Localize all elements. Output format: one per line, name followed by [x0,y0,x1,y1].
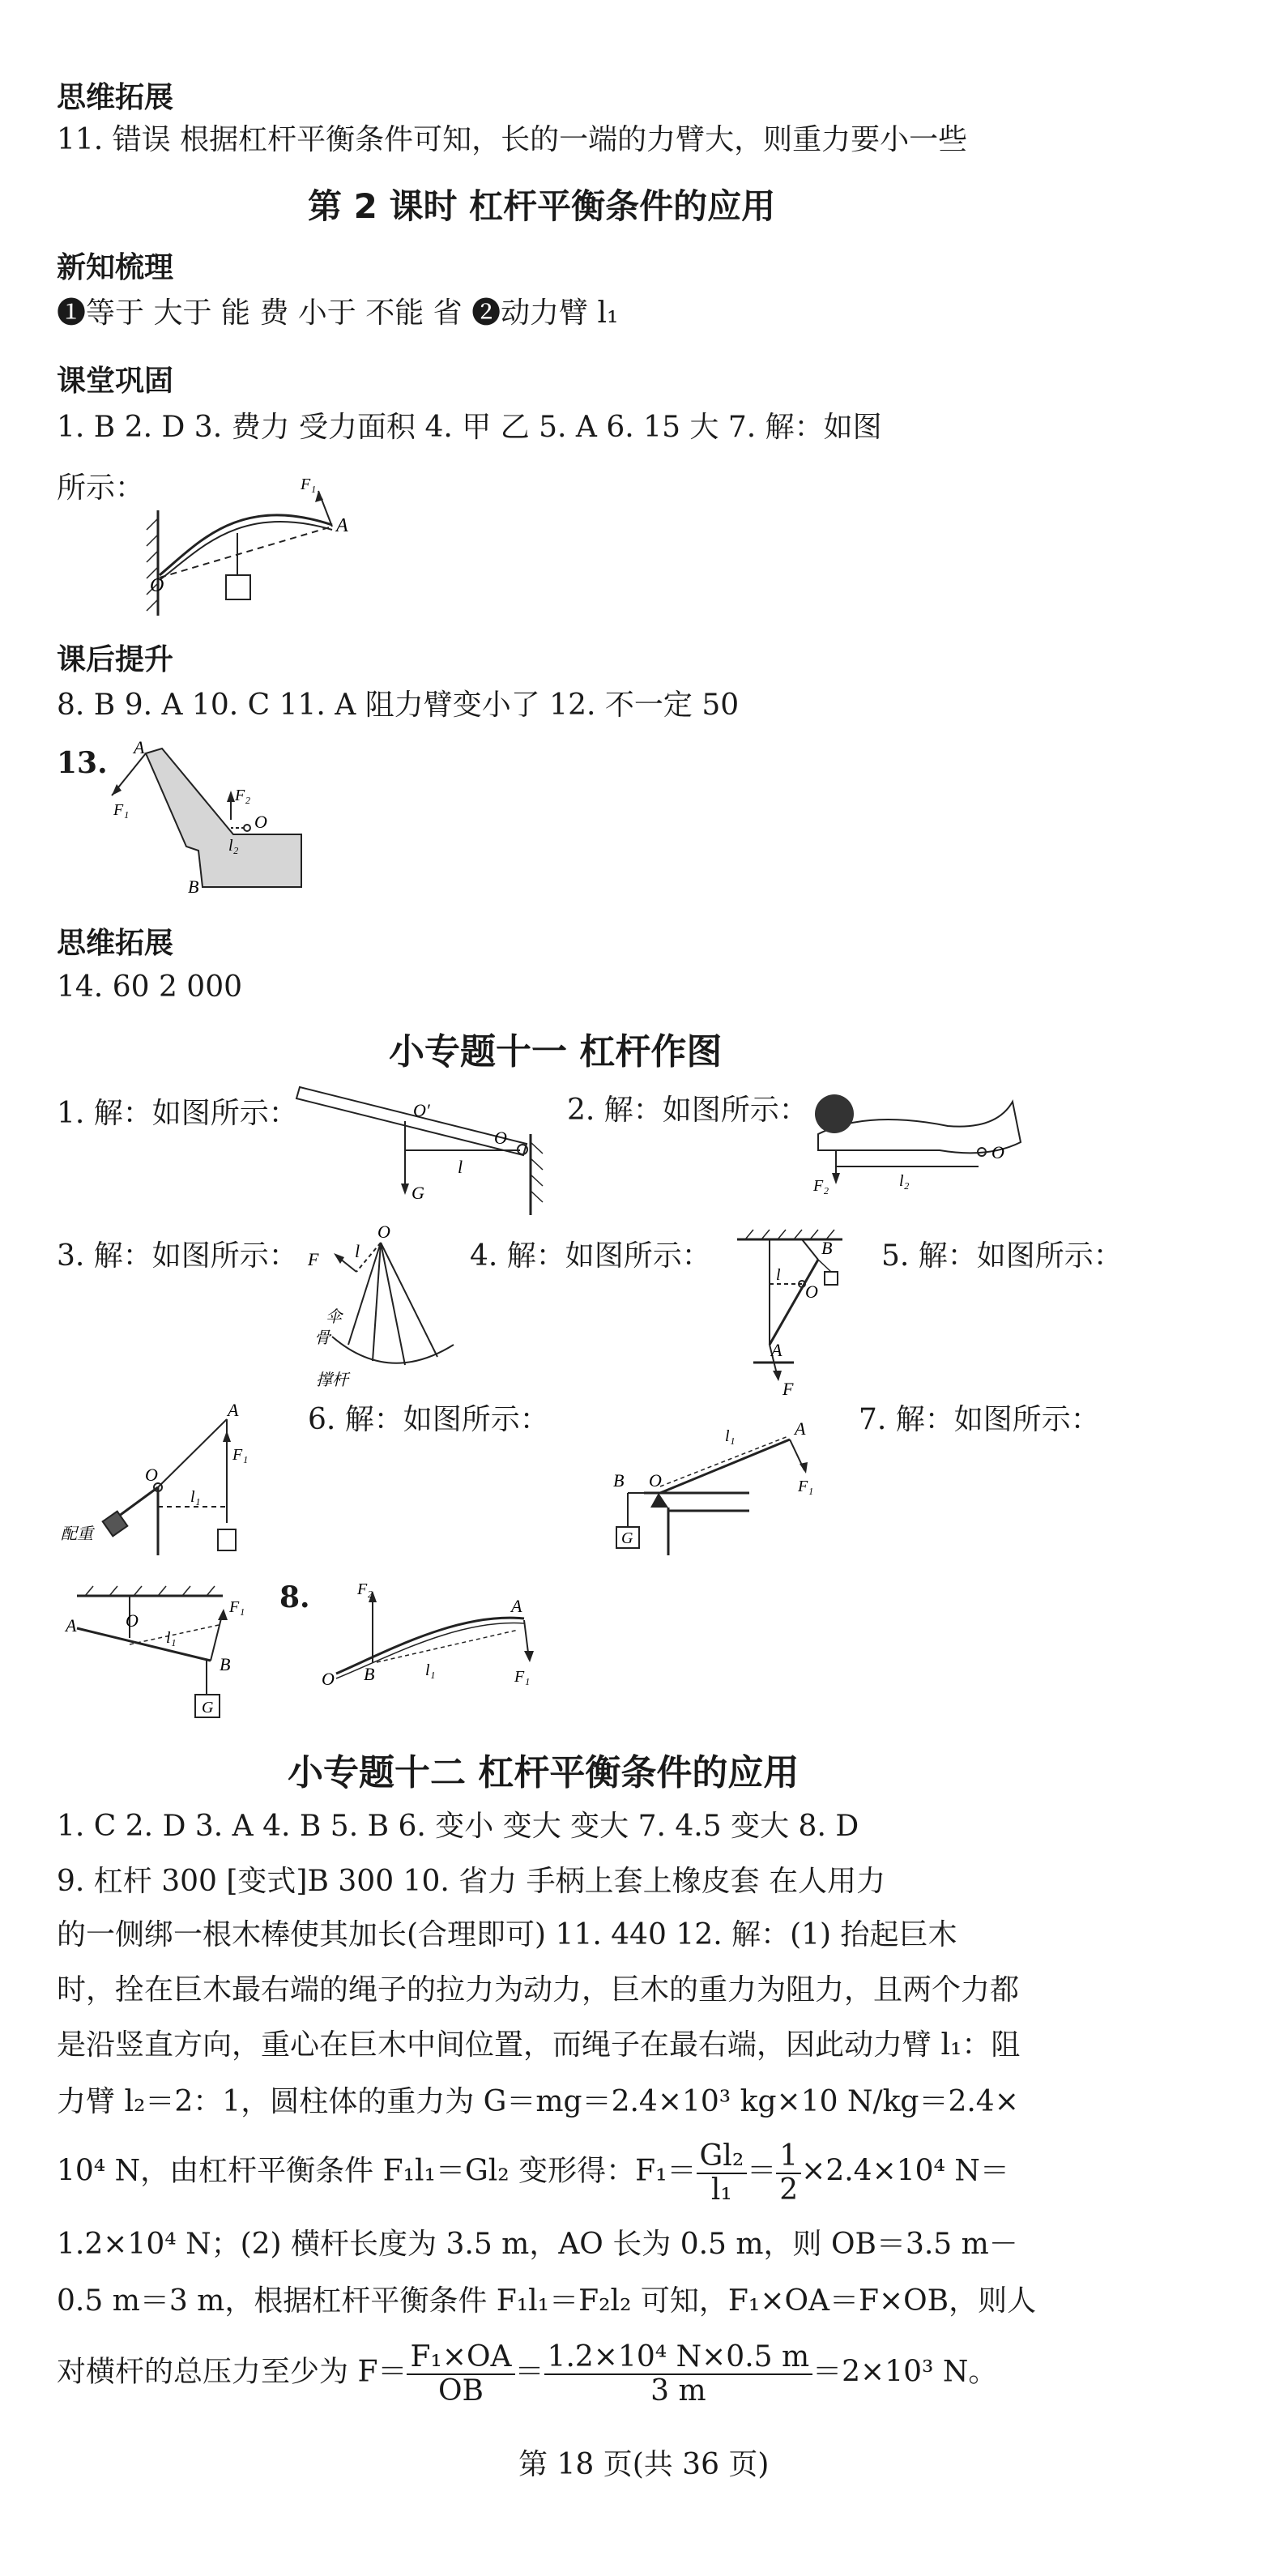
label-O: O [322,1669,335,1689]
topic12-line-5: 是沿竖直方向，重心在巨木中间位置，而绳子在最右端，因此动力臂 l₁：阻 [57,2028,1021,2062]
label-O: O [991,1142,1004,1162]
label-F1: F₁ [514,1668,531,1686]
fraction-numerator: Gl₂ [697,2140,748,2174]
problem-6-label: 6. 解：如图所示： [308,1403,549,1436]
label-G: G [411,1183,424,1203]
label-A: A [511,1596,522,1616]
fraction-denominator: OB [438,2373,484,2408]
fraction-numeric [544,2341,813,2407]
figure-lesson-q7 [134,462,369,624]
topic12-line-1: 1. C 2. D 3. A 4. B 5. B 6. 变小 变大 变大 7. 4.5 变大 8. D [57,1810,859,1843]
figure-q13 [97,737,316,899]
label-F1: F₁ [229,1598,245,1616]
line10-suffix: ＝2×10³ N。 [812,2355,998,2389]
label-O: O [150,575,164,596]
page-footer: 第 18 页(共 36 页) [518,2448,770,2481]
answer-line-classroom: 1. B 2. D 3. 费力 受力面积 4. 甲 乙 5. A 6. 15 大 7. 解：如图 [57,411,882,444]
label-A: A [336,515,348,536]
label-gu: 骨 [314,1329,330,1347]
label-O: O [377,1222,390,1242]
label-F2: F₂ [357,1580,373,1598]
label-G: G [621,1529,633,1547]
label-B: B [821,1238,833,1258]
label-B: B [613,1470,625,1491]
answer-line-14: 14. 60 2 000 [57,970,243,1004]
equals-sign: ＝ [514,2355,544,2389]
label-peizhong: 配重 [61,1525,93,1543]
label-O1: O′ [413,1100,430,1120]
topic12-line-7 [57,2140,1009,2206]
fraction-numerator: F₁×OA [407,2341,514,2375]
fraction-denominator: 2 [779,2173,799,2207]
label-O: O [649,1470,662,1491]
label-l1: l₁ [166,1629,177,1647]
label-F2: F₂ [813,1177,829,1195]
fraction-denominator: l₁ [710,2173,732,2207]
label-O: O [126,1610,139,1631]
line7-suffix: ×2.4×10⁴ N＝ [801,2154,1009,2188]
answer-line-new-knowledge: ❶等于 大于 能 费 小于 不能 省 ❷动力臂 l₁ [57,296,619,330]
label-F: F [782,1379,794,1399]
figure-topic11-q3 [300,1223,486,1401]
equals-sign: ＝ [747,2154,777,2188]
fraction-numerator: 1.2×10⁴ N×0.5 m [544,2341,813,2375]
answer-line-after-class: 8. B 9. A 10. C 11. A 阻力臂变小了 12. 不一定 50 [57,689,740,722]
label-l: l [458,1157,463,1177]
topic12-line-3: 的一侧绑一根木棒使其加长(合理即可) 11. 440 12. 解：(1) 抬起巨木 [57,1918,957,1951]
topic12-line-8: 1.2×10⁴ N；(2) 横杆长度为 3.5 m，AO 长为 0.5 m，则 OB＝3.5 m－ [57,2228,1018,2261]
label-F2: F₂ [235,787,251,804]
answer-line-11: 11. 错误 根据杠杆平衡条件可知，长的一端的力臂大，则重力要小一些 [57,123,968,156]
label-san: 伞 [326,1308,342,1326]
label-B: B [364,1664,375,1684]
label-B: B [188,876,199,897]
label-F1: F₁ [301,476,317,493]
lesson-title: 第 2 课时 杠杆平衡条件的应用 [308,186,776,226]
section-heading-thinking-2: 思维拓展 [57,927,174,960]
label-l: l [776,1266,781,1284]
label-l2: l₂ [899,1172,910,1190]
figure-topic11-q8 [312,1572,555,1709]
label-A: A [795,1418,806,1439]
problem-7-label: 7. 解：如图所示： [859,1403,1100,1436]
figure-topic11-q6 [595,1397,838,1559]
label-G: G [202,1699,214,1717]
topic-12-title: 小专题十二 杠杆平衡条件的应用 [288,1752,800,1793]
fraction-numerator: 1 [776,2140,801,2174]
problem-5-label: 5. 解：如图所示： [881,1239,1123,1273]
section-heading-after-class: 课后提升 [57,643,174,676]
figure-topic11-q5 [61,1401,288,1563]
label-O: O [254,812,267,832]
fraction-denominator: 3 m [650,2373,706,2408]
fraction-f1oa-over-ob [407,2341,514,2407]
line7-prefix: 10⁴ N，由杠杆平衡条件 F₁l₁＝Gl₂ 变形得：F₁＝ [57,2154,697,2188]
label-A: A [134,737,145,757]
label-A: A [228,1400,239,1420]
problem-8-label: 8. [279,1580,310,1614]
figure-topic11-q2 [802,1085,1029,1199]
label-B: B [220,1654,231,1674]
topic12-line-10 [57,2341,997,2407]
line10-prefix: 对横杆的总压力至少为 F＝ [57,2355,407,2389]
label-F: F [308,1249,319,1269]
topic-11-title: 小专题十一 杠杆作图 [389,1031,723,1073]
section-heading-classroom: 课堂巩固 [57,365,174,398]
label-A: A [771,1340,782,1360]
problem-1-label: 1. 解：如图所示： [57,1097,298,1130]
question-13-number: 13. [57,746,108,780]
label-l1: l₁ [425,1661,436,1679]
label-A: A [66,1615,77,1636]
topic12-line-4: 时，拴在巨木最右端的绳子的拉力为动力，巨木的重力为阻力，且两个力都 [57,1973,1020,2007]
section-heading-new-knowledge: 新知梳理 [57,251,174,284]
label-l1: l₁ [725,1427,736,1445]
topic12-line-6: 力臂 l₂＝2：1，圆柱体的重力为 G＝mg＝2.4×10³ kg×10 N/kg＝2.4× [57,2085,1019,2118]
problem-3-label: 3. 解：如图所示： [57,1239,298,1273]
label-O: O [494,1128,507,1148]
section-heading-thinking: 思维拓展 [57,81,174,114]
problem-4-label: 4. 解：如图所示： [470,1239,711,1273]
label-F1: F₁ [798,1478,814,1495]
figure-topic11-q4 [713,1223,859,1401]
label-F1: F₁ [113,801,130,819]
label-l1: l₁ [190,1488,201,1506]
label-l: l [355,1241,360,1261]
label-chenggan: 撑杆 [316,1371,348,1389]
label-O: O [805,1282,818,1302]
figure-topic11-q1 [284,1077,551,1223]
figure-topic11-q7 [61,1580,271,1742]
problem-2-label: 2. 解：如图所示： [567,1094,808,1127]
label-l2: l₂ [228,837,239,855]
answer-line-classroom-cont: 所示： [57,471,145,505]
topic12-line-2: 9. 杠杆 300 [变式]B 300 10. 省力 手柄上套上橡皮套 在人用力 [57,1865,886,1898]
label-O: O [145,1465,158,1485]
label-F1: F₁ [232,1446,249,1464]
fraction-one-half [776,2140,801,2206]
fraction-gl2-over-l1 [697,2140,748,2206]
topic12-line-9: 0.5 m＝3 m，根据杠杆平衡条件 F₁l₁＝F₂l₂ 可知，F₁×OA＝F×OB，则人 [57,2284,1037,2318]
